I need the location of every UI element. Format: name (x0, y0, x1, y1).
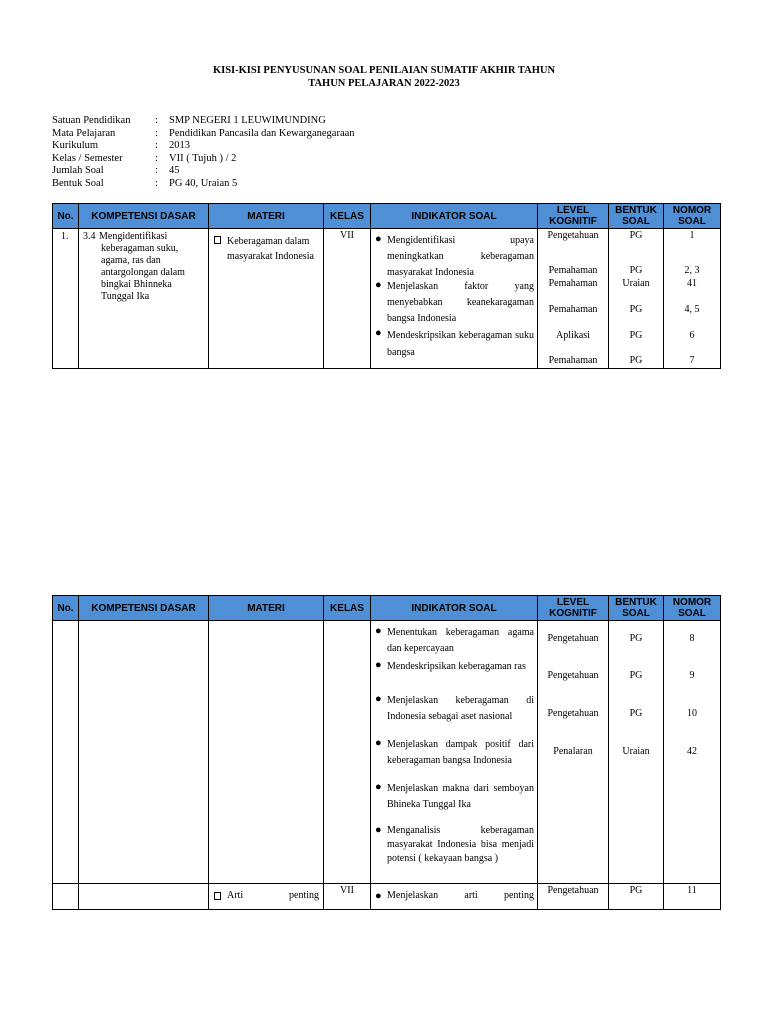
cell-no (53, 884, 79, 910)
header-nomor: NOMOR SOAL (664, 596, 721, 621)
info-row-mapel: Mata Pelajaran : Pendidikan Pancasila dan Kewarganegaraan (52, 127, 355, 139)
cell-level-kognitif: Pengetahuan Pemahaman Pemahaman Pemahaman Aplikasi Pemahaman (538, 229, 609, 369)
table-header-row (53, 596, 721, 621)
header-no: No. (53, 596, 79, 621)
indicator-item: ● Mengidentifikasi upaya meningkatkan keberagaman masyarakat Indonesia (375, 233, 534, 281)
cell-indikator (371, 621, 538, 884)
cell-kelas (324, 621, 371, 884)
header-materi: MATERI (209, 204, 324, 229)
indicator-item: ● Menjelaskan makna dari semboyan Bhineka Tunggal Ika (375, 781, 534, 813)
table-header-row (53, 204, 721, 229)
header-nomor: NOMOR SOAL (664, 204, 721, 229)
cell-indikator (371, 229, 538, 369)
cell-no: 1. (53, 229, 79, 369)
header-bentuk: BENTUK SOAL (609, 204, 664, 229)
header-indikator: INDIKATOR SOAL (371, 204, 538, 229)
checkbox-bullet-icon (214, 236, 221, 244)
bullet-icon: ● (375, 890, 382, 902)
info-row-kelas: Kelas / Semester : VII ( Tujuh ) / 2 (52, 152, 237, 164)
table-row (53, 884, 721, 910)
header-level: LEVEL KOGNITIF (538, 204, 609, 229)
indicator-item: ● Mendeskripsikan keberagaman ras (375, 659, 534, 675)
cell-materi: Keberagaman dalam masyarakat Indonesia (209, 229, 324, 369)
header-level: LEVEL KOGNITIF (538, 596, 609, 621)
bullet-icon: ● (375, 693, 382, 705)
cell-kompetensi-dasar (79, 884, 209, 910)
bullet-icon: ● (375, 327, 382, 339)
indicator-item: ● Menjelaskan arti penting (375, 890, 534, 902)
bullet-icon: ● (375, 233, 382, 245)
checkbox-bullet-icon (214, 892, 221, 900)
identity-block (52, 115, 355, 191)
info-row-jumlah: Jumlah Soal : 45 (52, 165, 180, 177)
bullet-icon: ● (375, 781, 382, 793)
bullet-icon: ● (375, 625, 382, 637)
cell-kompetensi-dasar: 3.4 Mengidentifikasi keberagaman suku, agama, ras dan antargolongan dalam bingkai Bhinneka Tunggal Ika (79, 229, 209, 369)
cell-bentuk-soal: PG PG PG Uraian (609, 621, 664, 884)
indicator-item: ● Menjelaskan keberagaman di Indonesia sebagai aset nasional (375, 693, 534, 725)
indicator-item: ● Menjelaskan dampak positif dari keberagaman bangsa Indonesia (375, 737, 534, 769)
bullet-icon: ● (375, 737, 382, 749)
cell-nomor-soal: 8 9 10 42 (664, 621, 721, 884)
header-kelas: KELAS (324, 204, 371, 229)
header-indikator: INDIKATOR SOAL (371, 596, 538, 621)
bullet-icon: ● (375, 659, 382, 671)
header-bentuk: BENTUK SOAL (609, 596, 664, 621)
info-row-satuan: Satuan Pendidikan : SMP NEGERI 1 LEUWIMUNDING (52, 115, 326, 126)
indicator-item: ● Menentukan keberagaman agama dan kepercayaan (375, 625, 534, 657)
cell-level-kognitif: Pengetahuan (538, 884, 609, 910)
table-row (53, 229, 721, 369)
bullet-icon: ● (375, 279, 382, 291)
header-kelas: KELAS (324, 596, 371, 621)
info-row-bentuk: Bentuk Soal : PG 40, Uraian 5 (52, 177, 238, 189)
grid-table-2 (52, 595, 721, 910)
cell-bentuk-soal: PG (609, 884, 664, 910)
cell-nomor-soal: 1 2, 3 41 4, 5 6 7 (664, 229, 721, 369)
cell-indikator (371, 884, 538, 910)
info-row-kurikulum: Kurikulum : 2013 (52, 140, 190, 152)
cell-bentuk-soal: PG PG Uraian PG PG PG (609, 229, 664, 369)
grid-table-1 (52, 203, 721, 369)
header-kd: KOMPETENSI DASAR (79, 204, 209, 229)
indicator-item: ● Mendeskripsikan keberagaman suku bangsa (375, 327, 534, 361)
bullet-icon: ● (375, 824, 382, 836)
cell-kompetensi-dasar (79, 621, 209, 884)
document-subtitle: TAHUN PELAJARAN 2022-2023 (308, 78, 460, 89)
cell-nomor-soal: 11 (664, 884, 721, 910)
indicator-item: ● Menganalisis keberagaman masyarakat Indonesia bisa menjadi potensi ( kekayaan bangsa ) (375, 824, 534, 864)
indicator-item: ● Menjelaskan faktor yang menyebabkan keanekaragaman bangsa Indonesia (375, 279, 534, 327)
document-title: KISI-KISI PENYUSUNAN SOAL PENILAIAN SUMATIF AKHIR TAHUN (212, 65, 556, 76)
header-no: No. (53, 204, 79, 229)
header-kd: KOMPETENSI DASAR (79, 596, 209, 621)
cell-kelas: VII (324, 229, 371, 369)
cell-materi: Arti penting (209, 884, 324, 910)
cell-kelas: VII (324, 884, 371, 910)
header-materi: MATERI (209, 596, 324, 621)
cell-materi (209, 621, 324, 884)
table-row (53, 621, 721, 884)
cell-level-kognitif: Pengetahuan Pengetahuan Pengetahuan Penalaran (538, 621, 609, 884)
cell-no (53, 621, 79, 884)
